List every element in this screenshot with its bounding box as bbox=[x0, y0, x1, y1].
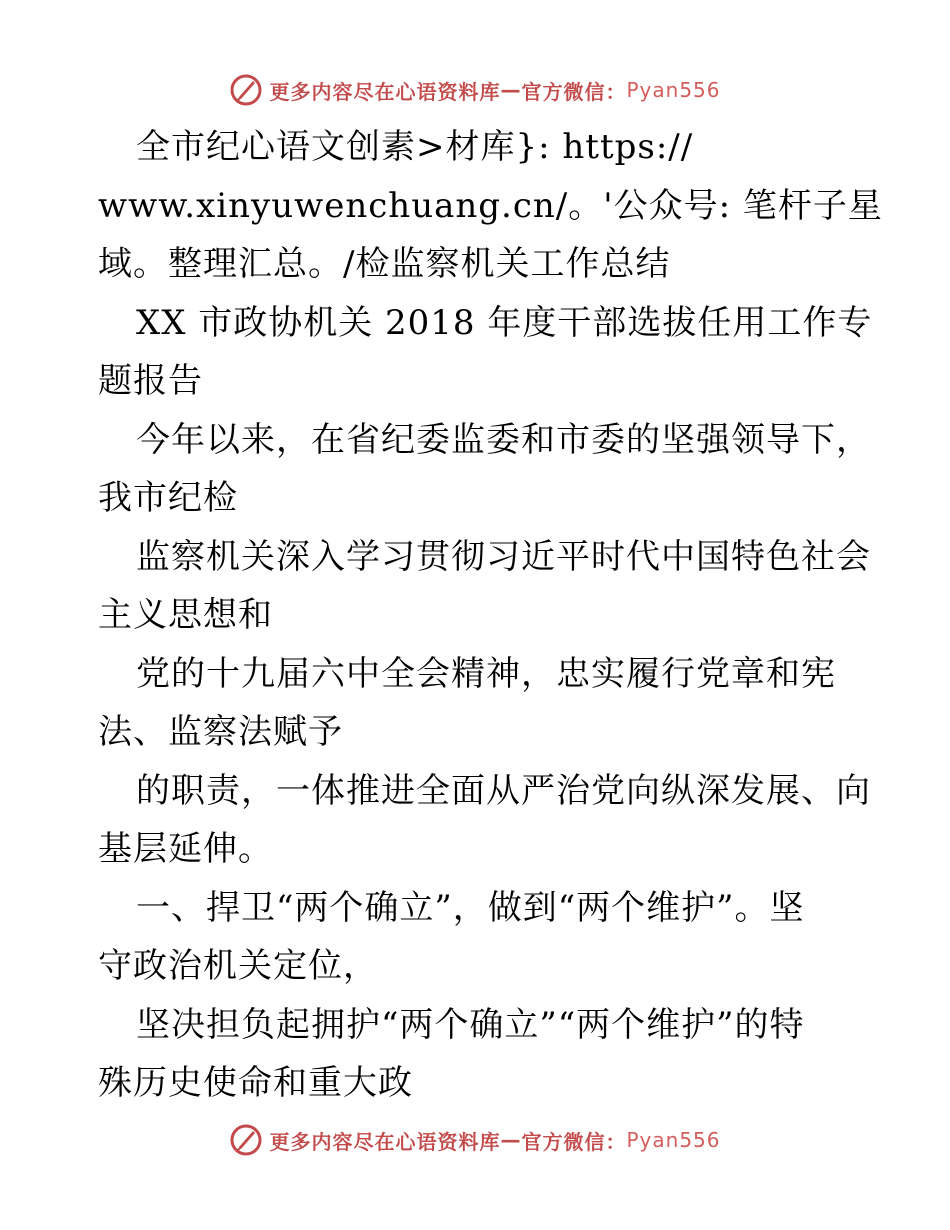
text-line: 党的十九届六中全会精神，忠实履行党章和宪 bbox=[136, 653, 836, 694]
text-line: 题报告 bbox=[98, 361, 203, 401]
banner-wechat-label: 官方微信： bbox=[521, 1129, 627, 1154]
banner-wechat-id: Pyan556 bbox=[626, 78, 721, 102]
text-line: 今年以来，在省纪委监委和市委的坚强领导下， bbox=[136, 419, 871, 460]
quill-seal-icon bbox=[229, 1123, 263, 1157]
text-line: 坚决担负起拥护“两个确立”“两个维护”的特 bbox=[136, 1004, 805, 1045]
text-line: 基层延伸。 bbox=[98, 829, 273, 869]
banner-title: 更多内容尽在心语资料库 bbox=[269, 79, 501, 104]
text-line: 全市纪心语文创素>材库}: https:// bbox=[136, 127, 694, 167]
text-line: 我市纪检 bbox=[98, 478, 238, 518]
text-line: 的职责，一体推进全面从严治党向纵深发展、向 bbox=[136, 770, 871, 811]
header-banner bbox=[0, 70, 950, 110]
text-line: 守政治机关定位， bbox=[98, 946, 378, 986]
document-body bbox=[98, 118, 883, 1113]
text-line: 主义思想和 bbox=[98, 595, 273, 635]
footer-banner bbox=[0, 1120, 950, 1160]
text-line: 一、捍卫“两个确立”，做到“两个维护”。坚 bbox=[136, 887, 805, 928]
text-line: 殊历史使命和重大政 bbox=[98, 1063, 413, 1103]
quill-seal-icon bbox=[229, 73, 263, 107]
text-line: 域。整理汇总。/检监察机关工作总结 bbox=[98, 244, 671, 284]
text-line: 法、监察法赋予 bbox=[98, 712, 343, 752]
text-line: XX 市政协机关 2018 年度干部选拔任用工作专 bbox=[136, 302, 873, 343]
text-line: 监察机关深入学习贯彻习近平时代中国特色社会 bbox=[136, 536, 871, 577]
banner-dash: — bbox=[500, 1128, 522, 1152]
banner-wechat-id: Pyan556 bbox=[626, 1128, 721, 1152]
banner-wechat-label: 官方微信： bbox=[521, 79, 627, 104]
banner-dash: — bbox=[500, 78, 522, 102]
text-line: www.xinyuwenchuang.cn/。'公众号: 笔杆子星 bbox=[98, 185, 883, 226]
banner-title: 更多内容尽在心语资料库 bbox=[269, 1129, 501, 1154]
